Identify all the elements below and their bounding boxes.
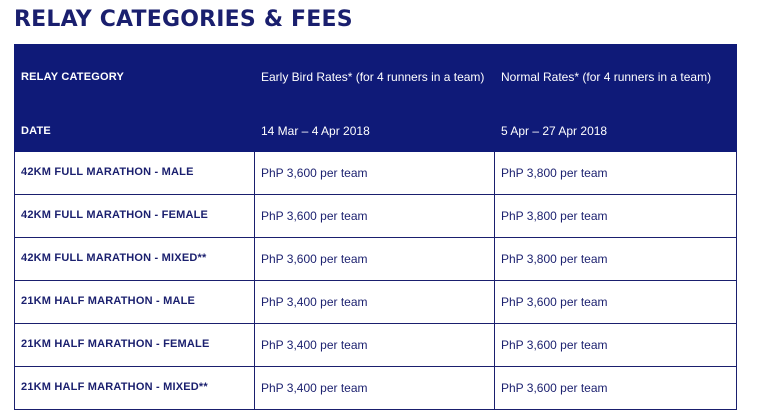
early-bird-fee-cell: PhP 3,600 per team (255, 238, 495, 281)
early-bird-header-label: Early Bird Rates* (for 4 runners in a team) (261, 69, 485, 84)
table-body (15, 152, 737, 410)
early-bird-column-header (255, 45, 495, 110)
normal-fee-cell: PhP 3,800 per team (495, 195, 737, 238)
early-bird-dates: 14 Mar – 4 Apr 2018 (255, 110, 495, 152)
normal-rates-dates: 5 Apr – 27 Apr 2018 (495, 110, 737, 152)
table-row (15, 324, 737, 367)
table-row (15, 152, 737, 195)
early-bird-fee-cell: PhP 3,600 per team (255, 152, 495, 195)
normal-fee-cell: PhP 3,800 per team (495, 152, 737, 195)
table-row (15, 367, 737, 410)
page-title: RELAY CATEGORIES & FEES (14, 7, 353, 32)
early-bird-fee-cell: PhP 3,400 per team (255, 281, 495, 324)
early-bird-fee-cell: PhP 3,600 per team (255, 195, 495, 238)
category-cell: 21KM HALF MARATHON - MIXED** (15, 367, 255, 410)
relay-fees-table (14, 44, 737, 410)
category-cell: 21KM HALF MARATHON - FEMALE (15, 324, 255, 367)
normal-rates-column-header: Normal Rates* (for 4 runners in a team) (495, 45, 737, 110)
normal-fee-cell: PhP 3,600 per team (495, 324, 737, 367)
table-row (15, 195, 737, 238)
category-cell: 42KM FULL MARATHON - MALE (15, 152, 255, 195)
normal-fee-cell: PhP 3,800 per team (495, 238, 737, 281)
category-column-header: RELAY CATEGORY (15, 45, 255, 110)
table-header (15, 45, 737, 152)
early-bird-fee-cell: PhP 3,400 per team (255, 324, 495, 367)
date-row (15, 110, 737, 152)
category-cell: 42KM FULL MARATHON - FEMALE (15, 195, 255, 238)
date-label: DATE (15, 110, 255, 152)
category-cell: 42KM FULL MARATHON - MIXED** (15, 238, 255, 281)
header-row (15, 45, 737, 110)
early-bird-fee-cell: PhP 3,400 per team (255, 367, 495, 410)
normal-fee-cell: PhP 3,600 per team (495, 281, 737, 324)
normal-fee-cell: PhP 3,600 per team (495, 367, 737, 410)
category-cell: 21KM HALF MARATHON - MALE (15, 281, 255, 324)
table-row (15, 281, 737, 324)
table-row (15, 238, 737, 281)
